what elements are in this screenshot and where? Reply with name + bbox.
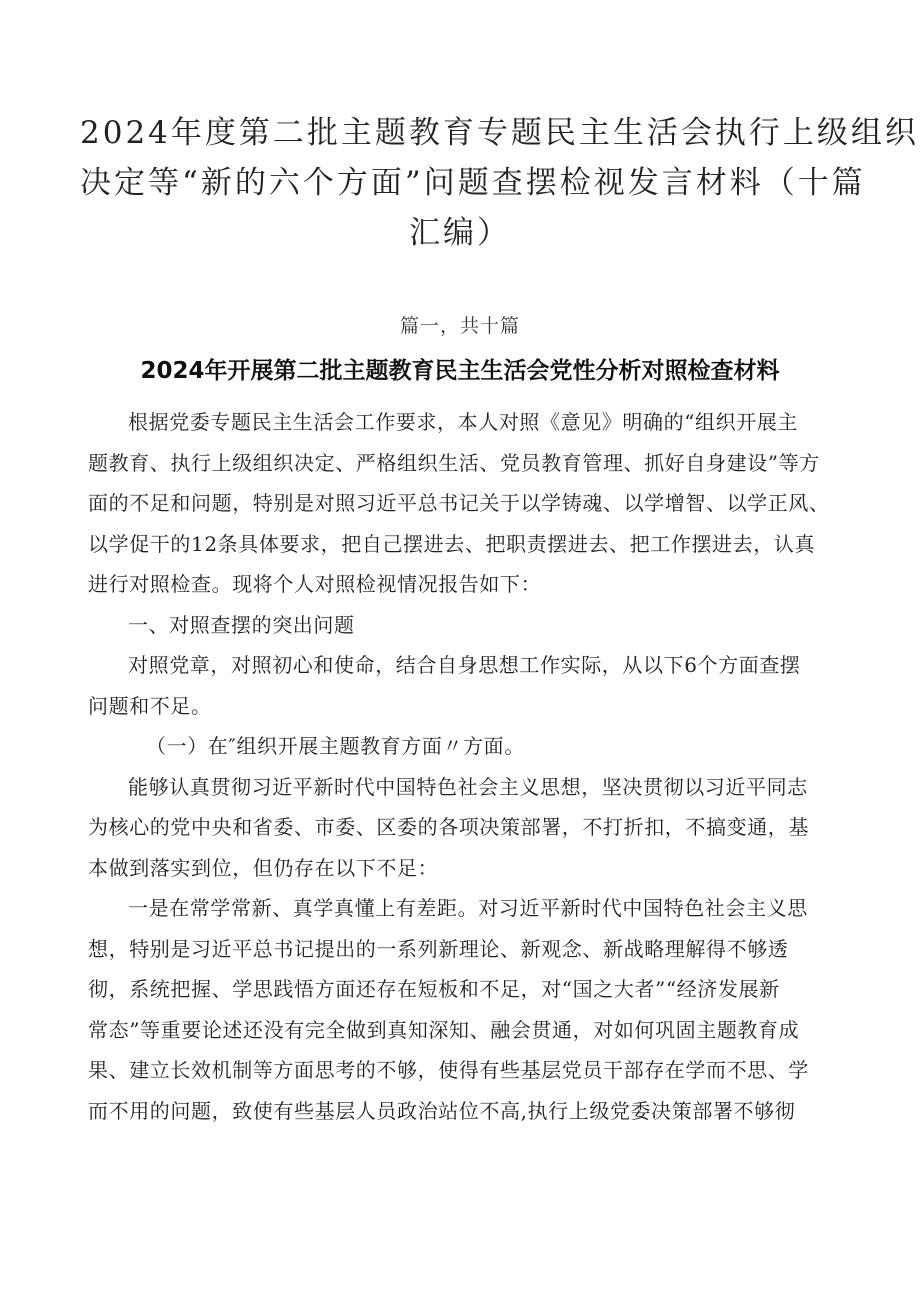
- paragraph-line: 能够认真贯彻习近平新时代中国特色社会主义思想，坚决贯彻以习近平同志: [128, 774, 808, 799]
- section-heading: [88, 605, 858, 646]
- paragraph-line: 彻，系统把握、学思践悟方面还存在短板和不足，对“国之大者”“经济发展新: [88, 977, 780, 1001]
- paragraph-line: 问题和不足。: [88, 693, 212, 718]
- paragraph-line: 为核心的党中央和省委、市委、区委的各项决策部署，不打折扣，不搞变通，基: [88, 815, 809, 839]
- document-title-line: 决定等“新的六个方面”问题查摆检视发言材料（十篇: [80, 165, 866, 201]
- document-body: [88, 402, 858, 1131]
- paragraph-overview: [88, 645, 858, 726]
- paragraph-point-one: [88, 888, 858, 1131]
- paragraph-line: 根据党委专题民主生活会工作要求，本人对照《意见》明确的“组织开展主: [128, 410, 799, 434]
- subsection-heading: [88, 726, 858, 767]
- paragraph-line: （一）在″组织开展主题教育方面〃方面。: [146, 734, 525, 758]
- paragraph-line: 本做到落实到位，但仍存在以下不足：: [88, 855, 439, 880]
- document-title-line: 汇编）: [409, 215, 511, 251]
- paragraph-line: 而不用的问题，致使有些基层人员政治站位不高,执行上级党委决策部署不够彻: [88, 1098, 796, 1123]
- paragraph-line: 一、对照查摆的突出问题: [128, 612, 355, 637]
- paragraph-line: 题教育、执行上级组织决定、严格组织生活、党员教育管理、抓好自身建设”等方: [88, 450, 820, 475]
- paragraph-line: 果、建立长效机制等方面思考的不够，使得有些基层党员干部存在学而不思、学: [88, 1058, 809, 1082]
- document-title-line: 2024年度第二批主题教育专题民主生活会执行上级组织: [80, 115, 919, 151]
- paragraph-line: 常态”等重要论述还没有完全做到真知深知、融会贯通，对如何巩固主题教育成: [88, 1017, 800, 1042]
- paragraph-line: 对照党章，对照初心和使命，结合自身思想工作实际，从以下6个方面查摆: [128, 653, 801, 677]
- paragraph-line: 一是在常学常新、真学真懂上有差距。对习近平新时代中国特色社会主义思: [128, 896, 808, 920]
- paragraph-line: 以学促干的12条具体要求，把自己摆进去、把职责摆进去、把工作摆进去，认真: [88, 531, 816, 556]
- paragraph-subsection-intro: [88, 767, 858, 889]
- section-indicator: 篇一，共十篇: [399, 315, 520, 337]
- paragraph-line: 面的不足和问题，特别是对照习近平总书记关于以学铸魂、以学增智、以学正风、: [88, 491, 830, 515]
- paragraph-intro: [88, 402, 858, 605]
- article-title: 2024年开展第二批主题教育民主生活会党性分析对照检查材料: [140, 358, 780, 384]
- paragraph-line: 想，特别是习近平总书记提出的一系列新理论、新观念、新战略理解得不够透: [88, 936, 789, 961]
- document-title: [80, 108, 919, 258]
- paragraph-line: 进行对照检查。现将个人对照检视情况报告如下：: [88, 572, 542, 596]
